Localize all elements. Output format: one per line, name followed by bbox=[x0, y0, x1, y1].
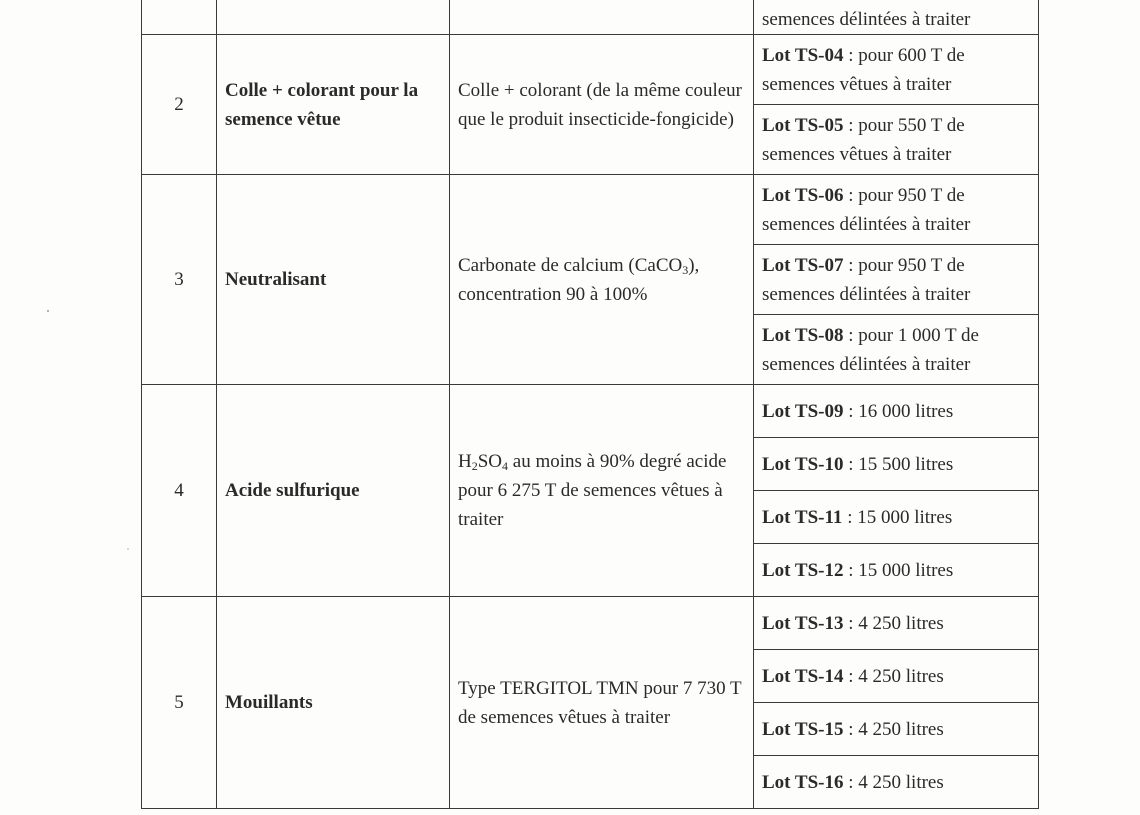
lot-cell bbox=[754, 544, 1039, 597]
lot-code: Lot TS-08 bbox=[762, 324, 844, 346]
lot-detail: : 16 000 litres bbox=[843, 400, 954, 422]
lot-detail: : pour 950 T de semences délintées à traiter bbox=[762, 184, 971, 235]
lot-cell bbox=[754, 438, 1039, 491]
lot-code: Lot TS-14 bbox=[762, 665, 844, 687]
lot-cell bbox=[754, 491, 1039, 544]
lot-code: Lot TS-13 bbox=[762, 612, 844, 634]
scan-speck bbox=[47, 310, 49, 312]
lot-cell bbox=[754, 315, 1039, 385]
lot-detail: : 4 250 litres bbox=[843, 665, 944, 687]
item-description: Colle + colorant (de la même couleur que le produit insecticide-fongicide) bbox=[450, 35, 754, 175]
item-number: 5 bbox=[142, 597, 217, 809]
lot-cell bbox=[754, 756, 1039, 809]
lot-cell bbox=[754, 385, 1039, 438]
item-name: Neutralisant bbox=[217, 175, 450, 385]
lot-detail: : 4 250 litres bbox=[843, 771, 944, 793]
item-name: Acide sulfurique bbox=[217, 385, 450, 597]
item-name: Mouillants bbox=[217, 597, 450, 809]
table-row bbox=[142, 385, 1039, 438]
scan-speck bbox=[127, 548, 129, 550]
lot-detail: : 15 500 litres bbox=[843, 453, 954, 475]
lot-detail: : pour 950 T de semences délintées à traiter bbox=[762, 254, 971, 305]
lot-cell bbox=[754, 650, 1039, 703]
lot-cell bbox=[754, 35, 1039, 105]
lot-code: Lot TS-15 bbox=[762, 718, 844, 740]
lot-cell bbox=[754, 0, 1039, 35]
lot-detail: : pour 550 T de semences vêtues à traiter bbox=[762, 114, 965, 165]
item-description: $H_2SO_4$ au moins à 90% degré acide pour 6 275 T de semences vêtues à traiter bbox=[450, 385, 754, 597]
lot-code: Lot TS-06 bbox=[762, 184, 844, 206]
item-name: Colle + colorant pour la semence vêtue bbox=[217, 35, 450, 175]
table-row bbox=[142, 35, 1039, 105]
item-number: 3 bbox=[142, 175, 217, 385]
lot-detail: : 15 000 litres bbox=[842, 506, 953, 528]
lot-code: Lot TS-04 bbox=[762, 44, 844, 66]
item-number: 4 bbox=[142, 385, 217, 597]
lot-detail: : 15 000 litres bbox=[843, 559, 954, 581]
lot-code: Lot TS-10 bbox=[762, 453, 844, 475]
lot-code: Lot TS-09 bbox=[762, 400, 844, 422]
lot-detail: : 4 250 litres bbox=[843, 718, 944, 740]
item-number: 2 bbox=[142, 35, 217, 175]
lot-detail: : pour 600 T de semences vêtues à traiter bbox=[762, 44, 965, 95]
lot-cell bbox=[754, 105, 1039, 175]
lot-cell bbox=[754, 245, 1039, 315]
lots-table bbox=[141, 0, 1039, 809]
lot-code: Lot TS-11 bbox=[762, 506, 843, 528]
lot-detail: : pour 1 000 T de semences délintées à traiter bbox=[762, 324, 979, 375]
lot-cell bbox=[754, 597, 1039, 650]
item-description: Carbonate de calcium (CaCO$_3$), concentration 90 à 100% bbox=[450, 175, 754, 385]
lot-cell bbox=[754, 175, 1039, 245]
lot-code: Lot TS-07 bbox=[762, 254, 844, 276]
table-row bbox=[142, 175, 1039, 245]
item-description: Type TERGITOL TMN pour 7 730 T de semences vêtues à traiter bbox=[450, 597, 754, 809]
lot-detail: : 4 250 litres bbox=[843, 612, 944, 634]
table-row bbox=[142, 597, 1039, 650]
item-description bbox=[450, 0, 754, 35]
table-row bbox=[142, 0, 1039, 35]
lot-code: Lot TS-05 bbox=[762, 114, 844, 136]
item-name bbox=[217, 0, 450, 35]
lot-code: Lot TS-16 bbox=[762, 771, 844, 793]
lot-cell bbox=[754, 703, 1039, 756]
lot-detail: semences délintées à traiter bbox=[762, 9, 971, 30]
item-number bbox=[142, 0, 217, 35]
lot-code: Lot TS-12 bbox=[762, 559, 844, 581]
